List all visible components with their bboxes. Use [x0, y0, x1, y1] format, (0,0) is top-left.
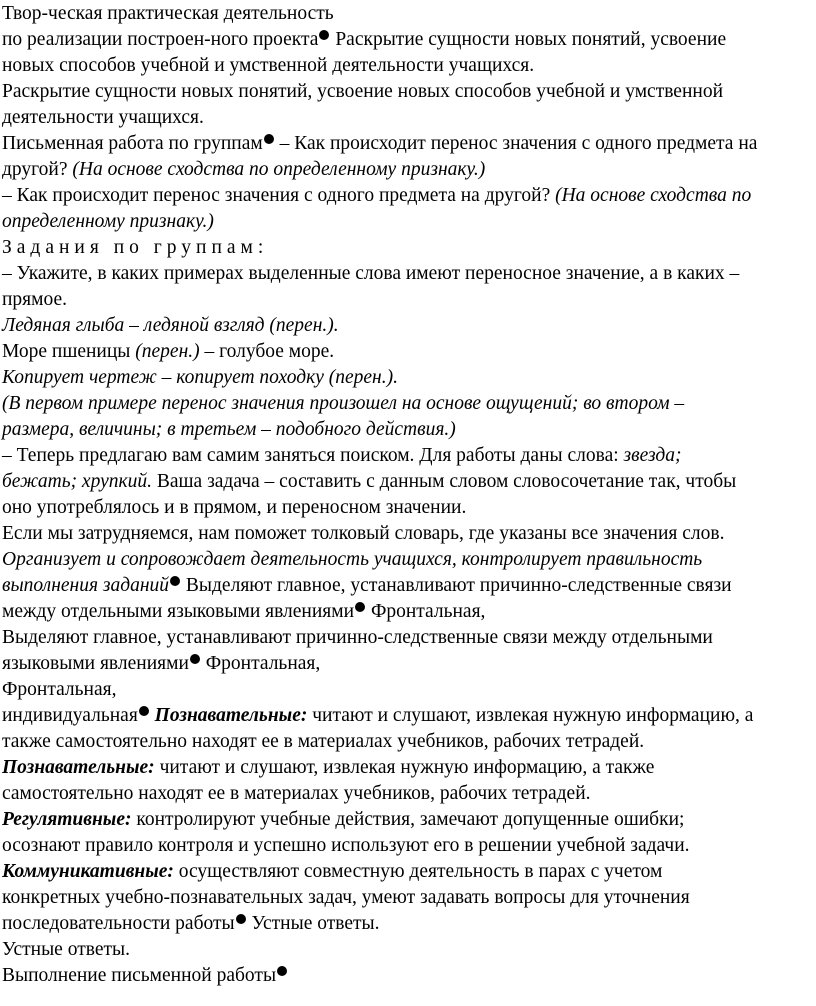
italic-text: (На основе сходства по	[555, 185, 752, 206]
text-segment: также самостоятельно находят ее в материалах учебников, рабочих тетрадей.	[2, 731, 645, 752]
text-line	[2, 209, 816, 235]
text-segment: читают и слушают, извлекая нужную информацию, а также	[154, 757, 655, 778]
text-segment: по реализации построен-ного проекта	[2, 29, 319, 50]
text-segment: – Как происходит перенос значения с одного предмета на другой?	[2, 185, 556, 206]
text-segment: – голубое море.	[199, 341, 335, 362]
text-line	[2, 235, 816, 261]
italic-text: определенному признаку.)	[2, 211, 214, 232]
bold-italic-term: Познавательные:	[2, 757, 155, 778]
italic-text: размера, величины; в третьем – подобного действия.)	[2, 419, 456, 440]
text-segment: Твор-ческая практическая деятельность	[2, 3, 334, 24]
text-line	[2, 677, 816, 703]
text-line	[2, 625, 816, 651]
text-line	[2, 131, 816, 157]
text-line	[2, 105, 816, 131]
text-segment: Письменная работа по группам	[2, 133, 263, 154]
text-segment: Устные ответы.	[246, 913, 380, 934]
text-segment: прямое.	[2, 289, 68, 310]
bullet-dot-icon	[319, 30, 329, 40]
text-segment: индивидуальная	[2, 705, 138, 726]
text-line	[2, 53, 816, 79]
text-line	[2, 703, 816, 729]
spaced-heading: Задания по группам:	[2, 237, 269, 258]
italic-text: Организует и сопровождает деятельность учащихся, контролирует правильность	[2, 549, 703, 570]
text-line	[2, 547, 816, 573]
text-line	[2, 391, 816, 417]
bullet-dot-icon	[170, 576, 180, 586]
text-segment: Выделяют главное, устанавливают причинно-следственные связи	[181, 575, 732, 596]
text-line	[2, 157, 816, 183]
text-segment: осуществляют совместную деятельность в парах с учетом	[173, 861, 663, 882]
bold-italic-term: Коммуникативные:	[2, 861, 174, 882]
text-line	[2, 417, 816, 443]
text-line	[2, 1, 816, 27]
text-segment: между отдельными языковыми явлениями	[2, 601, 355, 622]
bullet-dot-icon	[355, 602, 365, 612]
italic-text: Копирует чертеж – копирует походку (перен.).	[2, 367, 398, 388]
text-segment: Устные ответы.	[2, 939, 130, 960]
text-segment: Ваша задача – составить с данным словом словосочетание так, чтобы	[151, 471, 737, 492]
italic-text: звезда;	[623, 445, 682, 466]
text-segment: оно употреблялось и в прямом, и переносном значении.	[2, 497, 467, 518]
text-line	[2, 261, 816, 287]
text-line	[2, 859, 816, 885]
text-line	[2, 807, 816, 833]
text-segment: – Теперь предлагаю вам самим заняться поиском. Для работы даны слова:	[2, 445, 624, 466]
text-line	[2, 313, 816, 339]
text-line	[2, 27, 816, 53]
text-segment: Выполнение письменной работы	[2, 965, 277, 986]
italic-text: (перен.)	[135, 341, 200, 362]
bullet-dot-icon	[277, 966, 287, 976]
text-segment: – Укажите, в каких примерах выделенные слова имеют переносное значение, а в каких –	[2, 263, 740, 284]
text-line	[2, 183, 816, 209]
text-segment: другой?	[2, 159, 73, 180]
text-segment: осознают правило контроля и успешно используют его в решении учебной задачи.	[2, 835, 690, 856]
text-line	[2, 79, 816, 105]
text-segment: новых способов учебной и умственной деятельности учащихся.	[2, 55, 535, 76]
text-segment: Фронтальная,	[200, 653, 321, 674]
bullet-dot-icon	[139, 706, 149, 716]
italic-text: (На основе сходства по определенному признаку.)	[72, 159, 486, 180]
text-segment: самостоятельно находят ее в материалах учебников, рабочих тетрадей.	[2, 783, 591, 804]
bullet-dot-icon	[264, 134, 274, 144]
text-segment: деятельности учащихся.	[2, 107, 204, 128]
text-segment: Фронтальная,	[2, 679, 117, 700]
text-line	[2, 651, 816, 677]
italic-text: Ледяная глыба – ледяной взгляд (перен.).	[2, 315, 339, 336]
bullet-dot-icon	[236, 914, 246, 924]
text-line	[2, 755, 816, 781]
text-line	[2, 937, 816, 963]
text-segment: Море пшеницы	[2, 341, 136, 362]
text-line	[2, 885, 816, 911]
text-line	[2, 339, 816, 365]
text-segment: конкретных учебно-познавательных задач, умеют задавать вопросы для уточнения	[2, 887, 690, 908]
text-segment: контролируют учебные действия, замечают допущенные ошибки;	[131, 809, 685, 830]
text-line	[2, 365, 816, 391]
italic-text: выполнения заданий	[2, 575, 170, 596]
text-line	[2, 287, 816, 313]
text-segment: Раскрытие сущности новых понятий, усвоение новых способов учебной и умственной	[2, 81, 724, 102]
bold-italic-term: Регулятивные:	[2, 809, 132, 830]
bullet-dot-icon	[190, 654, 200, 664]
text-line	[2, 573, 816, 599]
text-line	[2, 599, 816, 625]
text-line	[2, 495, 816, 521]
text-line	[2, 911, 816, 937]
text-line	[2, 469, 816, 495]
text-segment: Раскрытие сущности новых понятий, усвоение	[330, 29, 727, 50]
text-segment: – Как происходит перенос значения с одного предмета на	[274, 133, 758, 154]
text-line	[2, 729, 816, 755]
text-line	[2, 781, 816, 807]
text-segment: читают и слушают, извлекая нужную информацию, а	[307, 705, 754, 726]
text-line	[2, 833, 816, 859]
bold-italic-term: Познавательные:	[154, 705, 308, 726]
text-segment: Фронтальная,	[366, 601, 486, 622]
italic-text: (В первом примере перенос значения произошел на основе ощущений; во втором –	[2, 393, 685, 414]
italic-text: бежать; хрупкий.	[2, 471, 152, 492]
text-line	[2, 443, 816, 469]
text-segment: Выделяют главное, устанавливают причинно-следственные связи между отдельными	[2, 627, 713, 648]
text-segment: языковыми явлениями	[2, 653, 189, 674]
text-segment: Если мы затрудняемся, нам поможет толковый словарь, где указаны все значения слов.	[2, 523, 725, 544]
text-segment: последовательности работы	[2, 913, 235, 934]
text-line	[2, 521, 816, 547]
text-line	[2, 963, 816, 989]
